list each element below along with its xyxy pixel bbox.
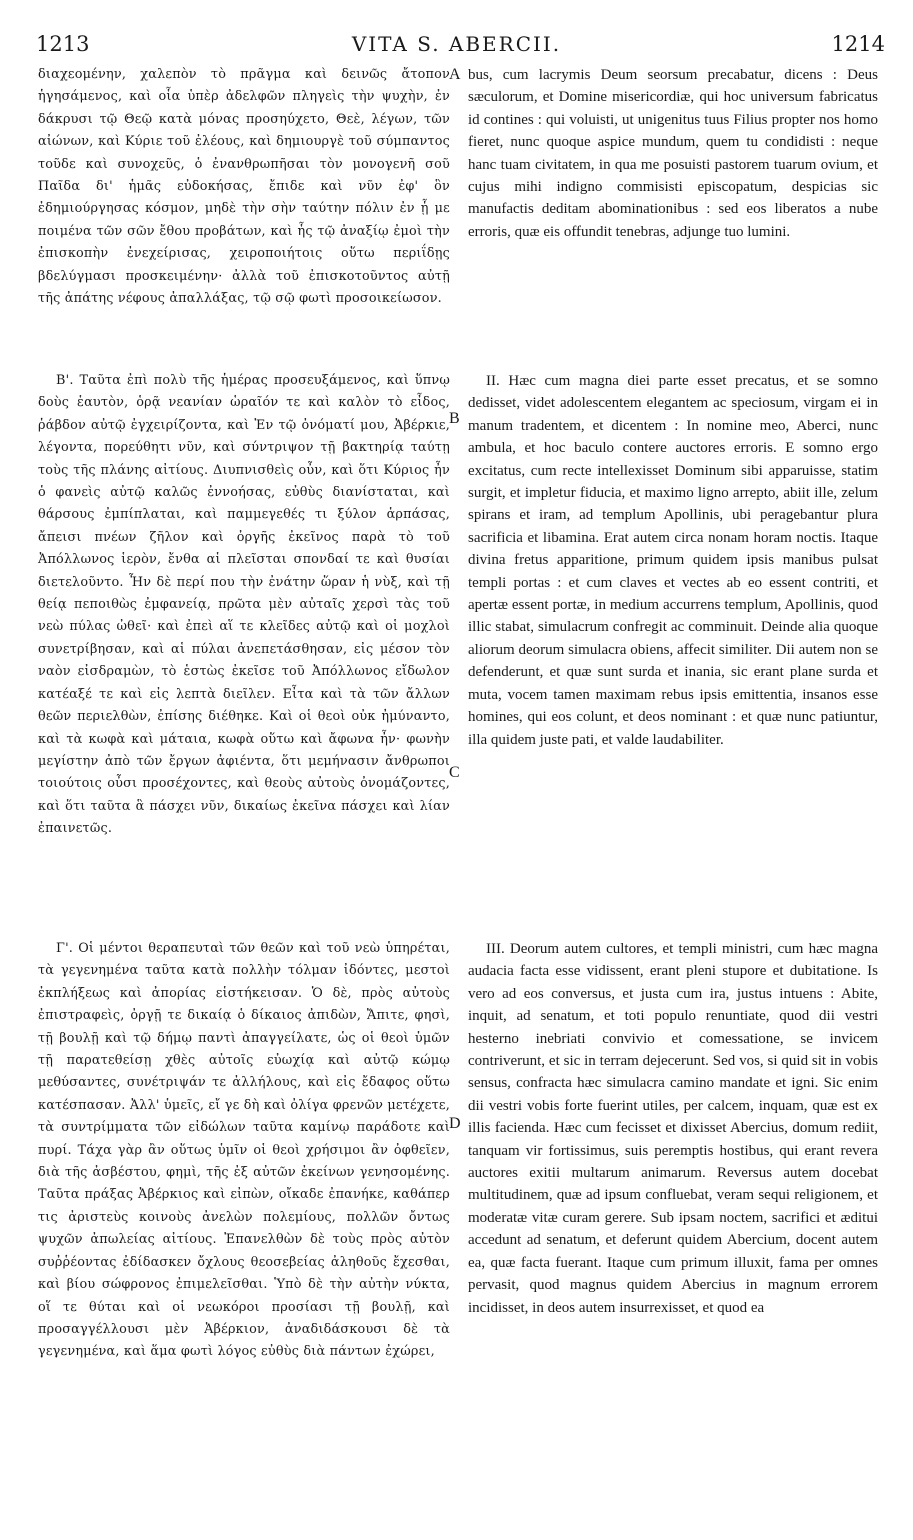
running-title: VITA S. ABERCII. xyxy=(351,32,562,56)
greek-column xyxy=(38,64,450,1360)
margin-marker-b: B xyxy=(449,410,460,427)
page-header xyxy=(0,0,913,60)
latin-paragraph-2: II. Hæc cum magna diei parte esset precatus, et se somno dedisset, videt adolescentem elegantem ac speciosum, virgam ei in manum tradentem, et dicentem : In nomine meo, Aberci, nunc ambula, et hoc baculo contere auctores erroris. E somno ergo excitatus, cum recte intellexisset Dominum sibi apparuisse, statim surgit, et impletur fiducia, et maximo ligno arrepto, abiit ille, zelum spirans et iram, ad templum Apollinis, ubi peragebantur plura sacrificia et libamina. Erat autem circa nonam horam noctis. Itaque divina fretus apparitione, primum quidem ipsis manibus pulsat templi portas : et cum claves et vectes ab eo essent contriti, et apertæ essent portæ, in medium accurrens templum, Apollinis, quod illic stabat, simulacrum confregit ac comminuit. Deinde alia quoque aliorum deorum simulacra obiens, affecit similiter. Dii autem non se defenderunt, et quæ sunt surda et inania, sic erant plane surda et muta, vocem tamen maximam rebus ipsis emittentia, insanos esse homines, qui eos colunt, et deos nominant : et quæ nunc patiuntur, illa quidem juste pati, et valde laudabiliter. xyxy=(468,373,878,748)
left-page-number: 1213 xyxy=(36,32,90,56)
greek-paragraph-1: διαχεομένην, χαλεπὸν τὸ πρᾶγμα καὶ δεινῶς ἄτοπον ἡγησάμενος, καὶ οἷα ὑπὲρ ἀδελφῶν πληγεὶς τὴν ψυχὴν, ἐν δάκρυσι τῷ Θεῷ κατὰ μόνας προσηύχετο, Θεὲ, λέγων, τῶν αἰώνων, καὶ Κύριε τοῦ ἐλέους, καὶ δημιουργὲ τοῦ σύμπαντος τοῦδε καὶ συνοχεῦς, ὁ ἐνανθρωπῆσαι τὸν μονογενῆ σοῦ Παῖδα δι' ἡμᾶς εὐδοκήσας, ἔπιδε καὶ νῦν ἐφ' ὃν ἐδημιούργησας κόσμον, μηδὲ τὴν σὴν ταύτην πόλιν ἐν ᾗ με ποιμένα τῶν σῶν ἔθου προβάτων, καὶ ἧς τῷ ἀναξίῳ ἐμοὶ τὴν ἐπισκοπὴν ἐνεχείρισας, χειροποιήτοις οὕτω περιΐδῃς βδελύγμασι προσκειμένην· ἀλλὰ τοῦ ἐπισκοτοῦντος αὐτῇ τῆς ἀπάτης νέφους ἀπαλλάξας, τῷ σῷ φωτὶ προσοικείωσον. xyxy=(38,67,450,307)
greek-paragraph-2: Β'. Ταῦτα ἐπὶ πολὺ τῆς ἡμέρας προσευξάμενος, καὶ ὕπνῳ δοὺς ἑαυτὸν, ὁρᾷ νεανίαν ὡραῖόν τε καὶ καλὸν τὸ εἶδος, ῥάβδον αὐτῷ ἐγχειρίζοντα, καὶ Ἐν τῷ ὀνόματί μου, Ἀβέρκιε, λέγοντα, πορεύθητι νῦν, καὶ σύντριψον τῇ βακτηρίᾳ ταύτῃ τοὺς τῆς πλάνης αἰτίους. Διυπνισθεὶς οὖν, καὶ ὅτι Κύριος ἦν ὁ φανεὶς αὐτῷ καλῶς ἐννοήσας, εὐθὺς διανίσταται, καὶ θάρσους ἐμπίπλαται, καὶ παμμεγεθές τι ξύλον ἁρπάσας, ἄπεισι πνέων ζῆλον καὶ ὀργῆς ἐκεῖνος παρὰ τὸ τοῦ Ἀπόλλωνος ἱερὸν, ἔνθα αἱ πλεῖσται σπονδαί τε καὶ θυσίαι διετελοῦντο. Ἦν δὲ περί που τὴν ἐνάτην ὥραν ἡ νὺξ, καὶ τῇ θείᾳ πεποιθὼς ἐμφανείᾳ, πρῶτα μὲν αὐταῖς χερσὶ τὰς τοῦ νεὼ πύλας ὠθεῖ· καὶ ἐπεὶ αἵ τε κλεῖδες αὐτῷ καὶ οἱ μοχλοὶ συνετρίβησαν, καὶ αἱ πύλαι ἀνεπετάσθησαν, εἰς μέσον τὸν ναὸν εἰσδραμὼν, τὸ ἑστὼς ἐκεῖσε τοῦ Ἀπόλλωνος εἴδωλον κατέαξέ τε καὶ εἰς λεπτὰ διεῖλεν. Εἶτα καὶ τὰ τῶν ἄλλων θεῶν περιελθὼν, ἐπίσης διέθηκε. Καὶ οἱ θεοὶ οὐκ ἠμύναντο, καὶ τὰ κωφὰ καὶ μάταια, κωφὰ οὕτω καὶ ἄφωνα ἦν· φωνὴν μεγίστην ἀπὸ τῶν ἔργων ἀφιέντα, ὅτι μεμήνασιν ἄνθρωποι τοιούτοις οὖσι προσέχοντες, καὶ θεοὺς αὐτοὺς ὀνομάζοντες, καὶ ὅτι ταῦτα ἃ πάσχει νῦν, δικαίως ἐκεῖνα πάσχει καὶ λίαν ἐπαινετῶς. xyxy=(38,373,450,837)
right-page-number: 1214 xyxy=(831,32,885,56)
margin-marker-a: A xyxy=(449,66,461,83)
margin-marker-d: D xyxy=(449,1115,461,1132)
latin-paragraph-3: III. Deorum autem cultores, et templi ministri, cum hæc magna audacia facta esse vidissent, erant pleni stupore et dubitatione. Is vero ad eos conversus, et justa cum ira, justus intuens : Abite, inquit, ad senatum, et toti populo renuntiate, quod dii vestri hesterno inebriati convivio et comessatione, se invicem contriverunt, et sic in terram dejecerunt. Sed vos, si quid sit in vobis sensus, confracta hæc simulacra camino mandate et igni. Sic enim dii vestri vobis forte fuerint utiles, per calcem, inquam, quæ est ex illis facienda. Hæc cum fecisset et dixisset Abercius, domum rediit, tanquam vir fortissimus, suis peremptis hostibus, qui erant revera auctores exitii multarum animarum. Reversus autem docebat multitudinem, quæ ad ipsum confluebat, veram sequi religionem, et moderatæ vitæ curam gerere. Sub ipsam noctem, sacrifici et æditui accedunt ad senatum, et deferunt quidem Abercium, docent autem ea, quæ facta fuerant. Itaque cum primum illuxit, fama per omnes pervasit, quod magnus quidem Abercius in magnum errorem incidisset, in deos autem insurrexisset, et quod ea xyxy=(468,941,878,1316)
latin-paragraph-1: bus, cum lacrymis Deum seorsum precabatur, dicens : Deus sæculorum, et Domine misericordiæ, qui hoc universum fabricatus id contines : qui voluisti, ut unigenitus tuus Filius propter nos homo fieret, nunc quoque aspice mundum, quem tu condidisti : neque hanc tuam civitatem, in qua me posuisti pastorem tuarum ovium, et cujus mihi indigno commisisti episcopatum, despicias sic manufactis deditam abominationibus : sed eos liberatos a nube erroris, quæ eis offundit tenebras, adjunge tuo lumini. xyxy=(468,67,878,240)
greek-paragraph-3: Γ'. Οἱ μέντοι θεραπευταὶ τῶν θεῶν καὶ τοῦ νεὼ ὑπηρέται, τὰ γεγενημένα ταῦτα κατὰ πολλὴν τόλμαν ἰδόντες, μεστοὶ ἐκπλήξεως καὶ ἀπορίας εἱστήκεισαν. Ὁ δὲ, πρὸς αὐτοὺς ἐπιστραφεὶς, ὀργῇ τε δικαίᾳ ὁ δίκαιος ἀπιδὼν, Ἄπιτε, φησὶ, τῇ βουλῇ καὶ τῷ δήμῳ παντὶ ἀπαγγείλατε, ὡς οἱ θεοὶ ὑμῶν τῇ παρατεθείσῃ χθὲς αὐτοῖς εὐωχίᾳ καὶ αὐτῷ κώμῳ μεθύσαντες, συνέτριψάν τε ἀλλήλους, καὶ εἰς ἔδαφος οὕτω κατέσπασαν. Ἀλλ' ὑμεῖς, εἴ γε δὴ καὶ ὀλίγα φρενῶν μετέχετε, τὰ συντρίμματα τῶν εἰδώλων ταῦτα καμίνῳ παράδοτε καὶ πυρί. Τάχα γὰρ ἂν οὕτως ὑμῖν οἱ θεοὶ χρήσιμοι ἂν ὀφθεῖεν, διὰ τῆς ἀσβέστου, φημὶ, τῆς ἐξ αὐτῶν ἐκείνων γενησομένης. Ταῦτα πράξας Ἀβέρκιος καὶ εἰπὼν, οἴκαδε ἐπανήκε, καθάπερ τις ἀριστεὺς κοινοὺς ἀνελὼν πολεμίους, πολλῶν ὄντως ψυχῶν ἀπωλείας αἰτίους. Ἐπανελθὼν δὲ τοὺς πρὸς αὐτὸν συῤῥέοντας ἐδίδασκεν ὄχλους θεοσεβείας ἀληθοῦς ἔχεσθαι, καὶ βίου σώφρονος ἐπιμελεῖσθαι. Ὑπὸ δὲ τὴν αὐτὴν νύκτα, οἵ τε θύται καὶ οἱ νεωκόροι προσίασι τῇ βουλῇ, καὶ προσαγγέλλουσι μὲν Ἀβέρκιον, ἀναδιδάσκουσι δὲ τὰ γεγενημένα, καὶ ἅμα φωτὶ λόγος εὐθὺς διὰ πάντων ἐχώρει, xyxy=(38,941,450,1360)
margin-marker-c: C xyxy=(449,764,460,781)
